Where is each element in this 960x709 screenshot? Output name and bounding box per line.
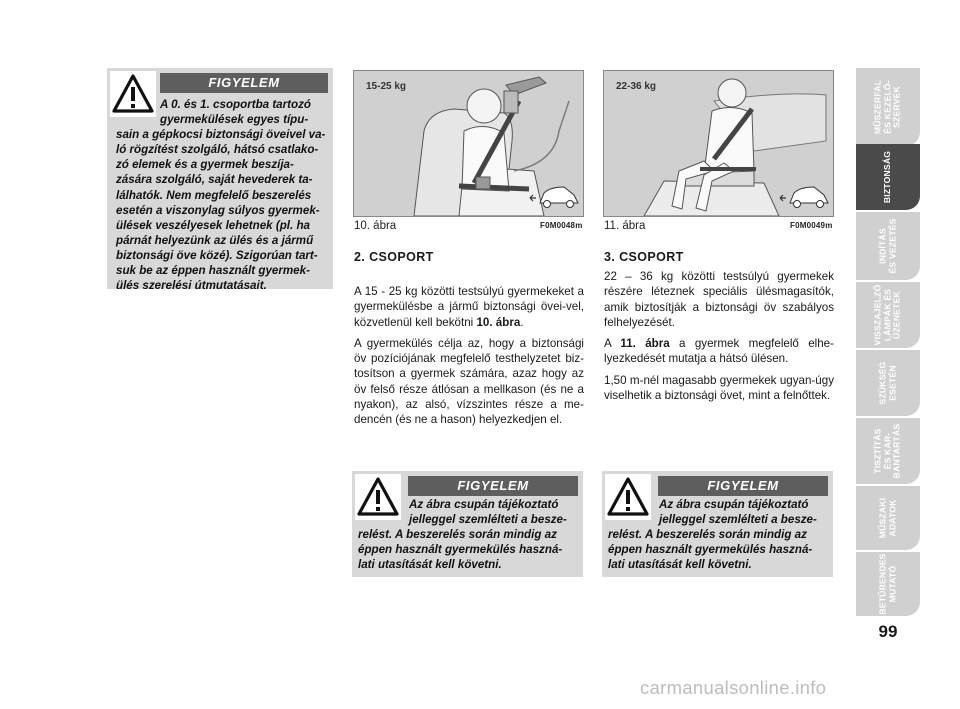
section-title-group3: 3. CSOPORT xyxy=(604,250,684,264)
figure-11-code: F0M0049m xyxy=(790,221,833,230)
tab-szukseg[interactable]: SZÜKSÉG ESETÉN xyxy=(856,350,920,416)
warning-text-mid: Az ábra csupán tájékoztató jelleggel szemlélteti a besze- relést. A beszerelés során mindig az éppen használt gyermekülés haszná- lati utasítását kell követni. xyxy=(358,498,567,572)
figure-10-code: F0M0048m xyxy=(540,221,583,230)
tab-visszajelzo[interactable]: VISSZAJELZŐ LÁMPÁK ÉS ÜZENETEK xyxy=(856,282,920,348)
warning-title-top: FIGYELEM xyxy=(160,73,328,93)
tab-muszerfal[interactable]: MŰSZERFAL ÉS KEZELŐ- SZERVEK xyxy=(856,68,920,146)
booster-seat-illustration xyxy=(604,71,834,217)
child-seat-illustration xyxy=(354,71,584,217)
section-title-group2: 2. CSOPORT xyxy=(354,250,434,264)
figure-11 xyxy=(603,70,834,217)
warning-title-right: FIGYELEM xyxy=(658,476,828,496)
page-number: 99 xyxy=(878,622,898,641)
figure-weight-tag: 15-25 kg xyxy=(366,81,407,92)
warning-title-mid: FIGYELEM xyxy=(408,476,578,496)
tab-inditas[interactable]: INDÍTÁS ÉS VEZETÉS xyxy=(856,212,920,280)
watermark: carmanualsonline.info xyxy=(640,677,827,698)
section-body-group2: A 15 - 25 kg közötti testsúlyú gyermekeket a gyermekülésbe a jármű biztonsági övei-vel, közvetlenül kell bekötni 10. ábra. A gyermekülés célja az, hogy a biztonsági öv pozíciójának megfelelő testhelyzetet biz-tosítson a gyermek számára, azaz hogy az öv felső része átlósan a mellkason (és ne a nyakon), az alsó, vízszintes része a me-dencén (és ne a hason) helyezkedjen el. xyxy=(354,285,584,427)
tab-betu-rendes[interactable]: BETŰRENDES MUTATÓ xyxy=(856,552,920,616)
tab-biztonsag[interactable]: BIZTONSÁG xyxy=(856,144,920,210)
figure-11-caption: 11. ábra xyxy=(604,220,646,232)
tab-tisztitas[interactable]: TISZTÍTÁS ÉS KAR- BANTARTÁS xyxy=(856,418,920,484)
figure-weight-tag: 22-36 kg xyxy=(616,81,657,92)
warning-text-right: Az ábra csupán tájékoztató jelleggel szemlélteti a besze- relést. A beszerelés során mindig az éppen használt gyermekülés haszná- lati utasítását kell követni. xyxy=(608,498,817,572)
section-body-group3: 22 – 36 kg közötti testsúlyú gyermekek részére léteznek speciális ülésmagasítók, amik biztosítják a biztonsági öv szabályos felhelyezését. A 11. ábra a gyermek megfelelő elhe-lyezkedését mutatja a hátsó ülésen. 1,50 m-nél magasabb gyermekek ugyan-úgy viselhetik a biztonsági övet, mint a felnőttek. xyxy=(604,270,834,403)
figure-10-caption: 10. ábra xyxy=(354,220,397,232)
warning-text-top: A 0. és 1. csoportba tartozó gyermekülések egyes típu- sain a gépkocsi biztonsági öveivel va- ló rögzítést szolgáló, hátsó csatlako- zó elemek és a gyermek beszíja- zására szolgáló, saját hevederek ta- lálhatók. Nem megfelelő beszerelés esetén a viszonylag súlyos gyermek- ülések veszélyesek lehetnek (pl. ha párnát helyezünk az ülés és a jármű biztonsági öve közé). Szigorúan tart- suk be az éppen használt gyermek- ülés szerelési útmutatásait. xyxy=(116,98,326,293)
figure-10 xyxy=(353,70,584,217)
tab-muszaki[interactable]: MŰSZAKI ADATOK xyxy=(856,486,920,550)
